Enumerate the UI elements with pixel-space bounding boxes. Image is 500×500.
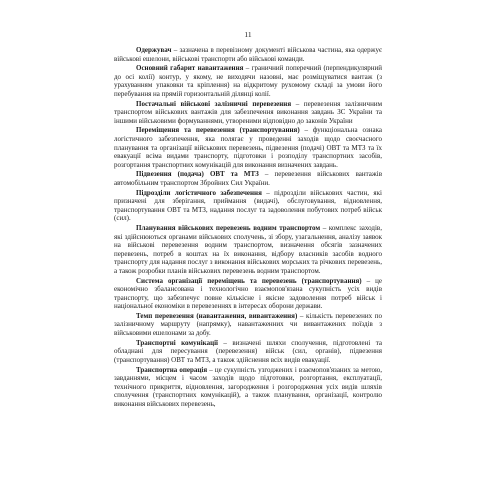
definition-paragraph bbox=[114, 170, 382, 187]
definition-text: – зазначена в перевізному документі військова частина, яка одержує військові ешелони, військові транспорти або військові команди. bbox=[114, 46, 382, 63]
term: Основний габарит навантаження bbox=[136, 64, 244, 73]
term: Постачальні військові залізничні перевезення bbox=[136, 99, 292, 108]
definition-paragraph bbox=[114, 100, 382, 126]
definition-text: – кількість перевезених по залізничному маршруту (напрямку), навантаженних чи вивантажених поїздів з військовими ешелонами за добу. bbox=[114, 311, 382, 337]
term: Транспортні комунікації bbox=[136, 338, 219, 347]
term: Транспортна операція bbox=[136, 365, 208, 374]
definition-paragraph bbox=[114, 126, 382, 169]
definition-paragraph bbox=[114, 277, 382, 311]
definition-text: – це сукупність узгоджених і взаємопов'язаних за метою, завданнями, місцем і часом заходів щодо підготовки, розгортання, експлуатації, технічного прикриття, відновлення, загородження і розгородження усіх видів шляхів сполучення (транспортних комунікацій), а також планування, організації, контролю виконання військових перевезень, bbox=[114, 365, 382, 408]
term: Переміщення та перевезення (транспортування) bbox=[136, 126, 300, 135]
term: Одержувач bbox=[136, 46, 172, 54]
definition-text: – визначені шляхи сполучення, підготовлені та обладнані для пересування (перевезення) військ (сил, органів), підвезення (транспортування) ОВТ та МТЗ, а також здійснення всіх видів евакуації. bbox=[114, 338, 382, 364]
term: Планування військових перевезень водним транспортом bbox=[136, 224, 321, 233]
definition-text: – граничний поперечний (перпендикулярний до осі колії) контур, у якому, не виходячи назовні, має розміщуватися вантаж (з урахуванням упаковки та кріплення) на відкритому рухомому складі за умови його перебування на прямій горизонтальній ділянці колії. bbox=[114, 64, 382, 98]
definition-text: – підрозділи військових частин, які призначені для зберігання, приймання (видачі), обслуговування, відновлення, транспортування ОВТ та МТЗ, надання послуг та задоволення побутових потреб військ (сил). bbox=[114, 188, 382, 223]
definition-text: – це економічно збалансована і технологічно взаємопов'язана сукупність усіх видів транспорту, що забезпечує повне кількісне і якісне задоволення потреб військ і національної економіки в перевезеннях в інтересах оборони держави. bbox=[114, 276, 382, 311]
page-number: 11 bbox=[244, 30, 252, 39]
definition-paragraph bbox=[114, 189, 382, 223]
term: Підвезення (подача) ОВТ та МТЗ bbox=[136, 170, 259, 179]
definition-paragraph bbox=[114, 366, 382, 409]
definition-paragraph bbox=[114, 64, 382, 98]
definition-text: – комплекс заходів, які здійснюються органами військових сполучень, зі збору, узагальнення, аналізу заявок на військові перевезення водним транспортом, визначення обсягів зазначених перевезень, потреб в коштах на їх виконання, відбору власників засобів водного транспорту для надання послуг з виконання військових морських та річкових перевезень, а також розробки планів військових перевезень водним транспортом. bbox=[114, 224, 382, 275]
definition-text: – функціональна ознака логістичного забезпечення, яка полягає у проведенні заходів щодо своєчасного планування та організації військових перевезень, підвезення (подачі) ОВТ та МТЗ та їх евакуації всіма видами транспорту, підготовки і розподілу транспортних засобів, розгортання транспортних комунікацій для виконання визначених завдань. bbox=[114, 126, 382, 169]
definition-text: – перевезення залізничним транспортом військових вантажів для забезпечення виконання завдань ЗС України та іншими військовими формуваннями, утвореними відповідно до законів України bbox=[114, 99, 382, 125]
definition-paragraph bbox=[114, 312, 382, 338]
definition-paragraph bbox=[114, 339, 382, 365]
definition-paragraph bbox=[114, 224, 382, 275]
term: Підрозділи логістичного забезпечення bbox=[136, 188, 262, 197]
definition-paragraph bbox=[114, 46, 382, 63]
term: Темп перевезення (навантаження, вивантаження) bbox=[136, 311, 298, 320]
term: Система організації переміщень та перевезень (транспортування) bbox=[136, 276, 362, 285]
definition-text: – перевезення військових вантажів автомобільним транспортом Збройних Сил України. bbox=[114, 170, 382, 187]
